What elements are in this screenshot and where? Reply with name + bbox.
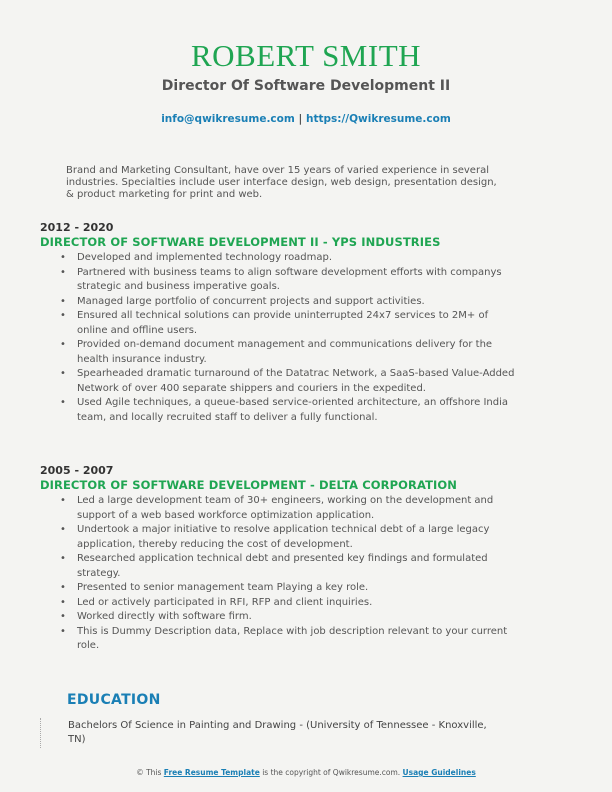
website-link[interactable]: https://Qwikresume.com (305, 113, 451, 125)
footer-copyright-text: is the copyright of Qwikresume.com. (262, 768, 401, 777)
job-bullet: • Worked directly with software firm. (40, 610, 517, 625)
contact-line (0, 113, 612, 125)
email-link[interactable]: info@qwikresume.com (161, 113, 295, 125)
job-dates: 2012 - 2020 (40, 221, 114, 234)
education-heading: EDUCATION (67, 692, 161, 708)
job-title: DIRECTOR OF SOFTWARE DEVELOPMENT II - YPS INDUSTRIES (40, 235, 441, 249)
job-bullet: • Managed large portfolio of concurrent projects and support activities. (40, 295, 517, 310)
contact-separator: | (298, 113, 303, 125)
job-bullet-list (40, 494, 560, 654)
job-bullet: • Presented to senior management team Playing a key role. (40, 581, 517, 596)
job-title: DIRECTOR OF SOFTWARE DEVELOPMENT - DELTA CORPORATION (40, 478, 458, 492)
job-dates: 2005 - 2007 (40, 464, 114, 477)
job-bullet: • Led or actively participated in RFI, RFP and client inquiries. (40, 596, 517, 611)
candidate-title: Director Of Software Development II (161, 78, 451, 94)
summary-text: Brand and Marketing Consultant, have over 15 years of varied experience in several industries. Specialties include user interface design, web design, presentation design, & product marketing for print and web. (66, 165, 497, 200)
job-bullet: • Spearheaded dramatic turnaround of the Datatrac Network, a SaaS-based Value-Added Network of over 400 separate shippers and couriers in the expedited. (40, 367, 517, 396)
footer (0, 768, 612, 777)
job-bullet: • Provided on-demand document management and communications delivery for the health insurance industry. (40, 338, 517, 367)
job-bullet: • Partnered with business teams to align software development efforts with companys strategic and business imperative goals. (40, 266, 517, 295)
education-entry: Bachelors Of Science in Painting and Drawing - (University of Tennessee - Knoxville, TN) (68, 720, 487, 745)
job-bullet: • Led a large development team of 30+ engineers, working on the development and support of a web based workforce optimization application. (40, 494, 517, 523)
job-entry (40, 221, 560, 425)
job-bullet: • Researched application technical debt and presented key findings and formulated strategy. (40, 552, 517, 581)
job-bullet: • Used Agile techniques, a queue-based service-oriented architecture, an offshore India team, and locally recruited staff to deliver a fully functional. (40, 396, 517, 425)
job-bullet: • This is Dummy Description data, Replace with job description relevant to your current role. (40, 625, 517, 654)
usage-guidelines-link[interactable]: Usage Guidelines (402, 768, 476, 777)
job-bullet: • Ensured all technical solutions can provide uninterrupted 24x7 services to 2M+ of online and offline users. (40, 309, 517, 338)
job-bullet-list (40, 251, 560, 425)
footer-prefix: © This (136, 768, 162, 777)
candidate-name: ROBERT SMITH (190, 38, 422, 73)
education-divider (40, 718, 41, 748)
job-bullet: • Undertook a major initiative to resolve application technical debt of a large legacy application, thereby reducing the cost of development. (40, 523, 517, 552)
job-entry (40, 464, 560, 654)
job-bullet: • Developed and implemented technology roadmap. (40, 251, 517, 266)
free-resume-template-link[interactable]: Free Resume Template (163, 768, 260, 777)
